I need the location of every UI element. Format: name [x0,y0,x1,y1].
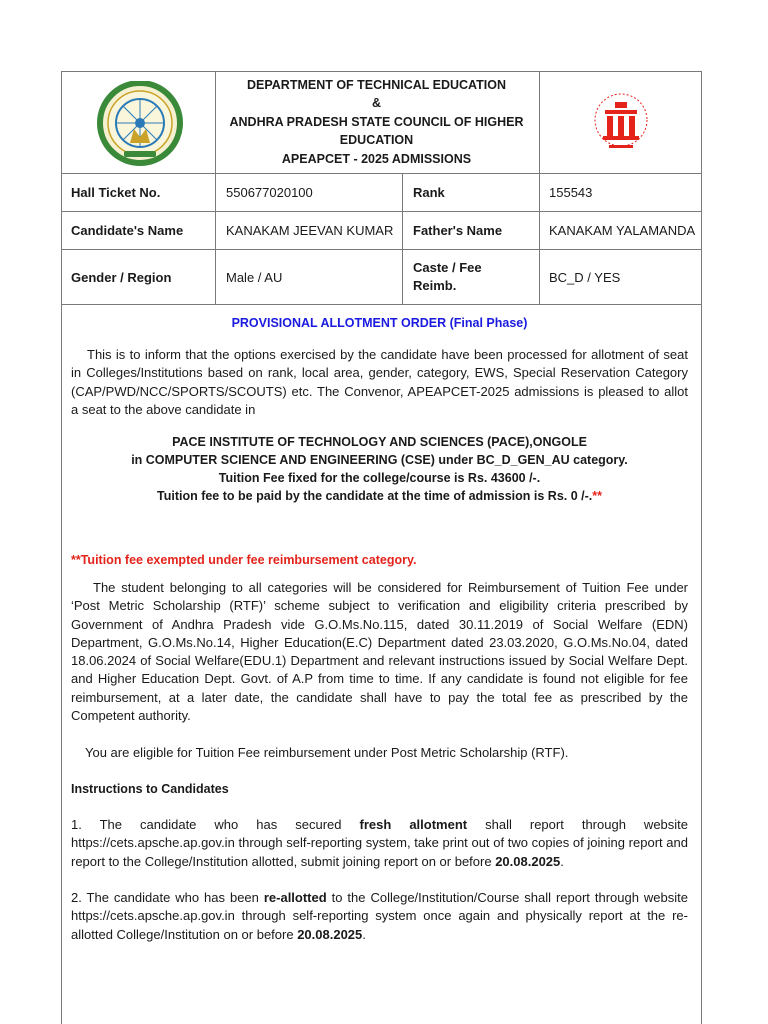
instruction-2-text-a: 2. The candidate who has been [71,890,264,905]
instruction-1-date: 20.08.2025 [495,853,561,869]
order-title: PROVISIONAL ALLOTMENT ORDER (Final Phase) [231,316,528,330]
instruction-1-end: . [560,853,564,869]
rank-value: 155543 [549,185,593,200]
header-line-council: ANDHRA PRADESH STATE COUNCIL OF HIGHER [229,114,524,129]
frame-left-border [61,71,62,1024]
tuition-fee-footnote-mark: ** [592,489,602,503]
hall-ticket-value: 550677020100 [226,185,313,200]
andhra-pradesh-govt-emblem-icon [94,81,186,167]
header-line-education: EDUCATION [339,133,414,148]
instruction-2-bold: re-allotted [263,890,327,905]
eligibility-statement: You are eligible for Tuition Fee reimbursement under Post Metric Scholarship (RTF). [85,745,569,760]
gender-region-label: Gender / Region [71,269,172,285]
caste-fee-label-line2: Reimb. [413,278,457,293]
frame-top-border [61,71,702,72]
tuition-fee-fixed: Tuition Fee fixed for the college/course is Rs. 43600 /-. [218,471,541,485]
rank-label: Rank [413,185,445,200]
father-name-label: Father's Name [413,223,503,238]
instruction-2-text-b: to the College/Institution/Course shall report through website https://cets.apsche.ap.gov.in through self-reporting system once again and physically report at the re-allotted College/Institution on or before [71,890,688,942]
tuition-fee-payable [71,487,688,505]
instruction-item-2 [71,889,688,944]
instruction-2-date: 20.08.2025 [297,926,363,942]
instruction-item-1 [71,816,688,871]
tuition-fee-payable-text: Tuition fee to be paid by the candidate at the time of admission is Rs. 0 /-. [157,489,593,503]
instructions-heading: Instructions to Candidates [71,782,229,796]
col-divider-3 [539,71,540,304]
allotted-branch: in COMPUTER SCIENCE AND ENGINEERING (CSE) under BC_D_GEN_AU category. [131,453,628,467]
instruction-2-end: . [362,926,366,942]
father-name-value: KANAKAM YALAMANDA [549,223,696,238]
candidate-name-value: KANAKAM JEEVAN KUMAR [226,223,394,238]
header-line-department: DEPARTMENT OF TECHNICAL EDUCATION [246,78,507,92]
instruction-1-text-b: shall report through website https://cets.apsche.ap.gov.in through self-reporting system, take print out of two copies of joining report and report to the College/Institution allotted, submit joining report on or before [71,817,689,869]
reimbursement-paragraph: The student belonging to all categories will be considered for Reimbursement of Tuition Fee under ‘Post Metric Scholarship (RTF)’ scheme subject to verification and eligibility criteria prescribed by Government of Andhra Pradesh vide G.O.Ms.No.115, dated 30.11.2019 of Social Welfare (EDN) Department, G.O.Ms.No.14, Higher Education(E.C) Department dated 23.03.2020, G.O.Ms.No.04, dated 18.06.2024 of Social Welfare(EDU.1) Department and relevant instructions issued by Social Welfare Dept. and Higher Education Dept. Govt. of A.P from time to time. If any candidate is found not eligible for fee reimbursement, at a later date, the candidate shall have to pay the total fee as prescribed by the Competent authority. [71,580,688,724]
header-title-block [215,76,538,168]
caste-fee-label-line1: Caste / Fee [413,260,482,275]
gender-region-value: Male / AU [226,269,283,285]
table-bottom-border [61,304,702,305]
instruction-1-text-a: 1. The candidate who has secured [71,817,360,832]
frame-right-border [701,71,702,1024]
header-line-admissions: APEAPCET - 2025 ADMISSIONS [281,151,472,166]
header-line-ampersand: & [371,96,382,111]
col-divider-2 [402,173,403,304]
apsche-logo-icon [585,90,657,154]
instruction-1-bold: fresh allotment [359,817,468,832]
caste-fee-label [413,250,533,304]
candidate-name-label: Candidate's Name [71,223,184,238]
caste-fee-value: BC_D / YES [549,269,621,285]
fee-exempt-note: **Tuition fee exempted under fee reimbursement category. [71,553,417,567]
allotted-college: PACE INSTITUTE OF TECHNOLOGY AND SCIENCES (PACE),ONGOLE [172,435,587,449]
hall-ticket-label: Hall Ticket No. [71,185,161,200]
intro-paragraph: This is to inform that the options exercised by the candidate have been processed for allotment of seat in Colleges/Institutions based on rank, local area, gender, category, EWS, Special Reservation Category (CAP/PWD/NCC/SPORTS/SCOUTS) etc. The Convenor, APEAPCET-2025 admissions is pleased to allot a seat to the above candidate in [71,347,688,417]
